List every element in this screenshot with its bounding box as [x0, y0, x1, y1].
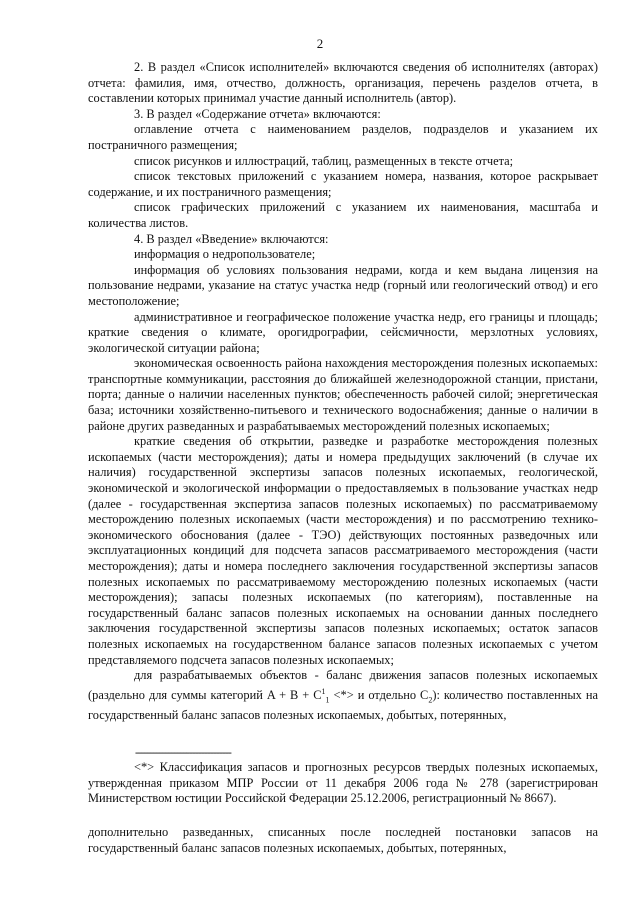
paragraph: список графических приложений с указанием их наименования, масштаба и количества листов.: [88, 200, 598, 230]
formula-superscript: 1: [321, 686, 326, 696]
paragraph: краткие сведения об открытии, разведке и разработке месторождения полезных ископаемых (части месторождения); даты и номера предыдущих заключений (в случае их наличия) государственной экспертизы запасов полезных ископаемых, геологической, экономической и экологической информации о предоставляемых в пользование участках недр (далее - государственная экспертиза запасов полезных ископаемых) по рассматриваемому месторождению полезных ископаемых (части месторождения) и по рассмотрению технико-экономического обоснования (далее - ТЭО) действующих постоянных разведочных или эксплуатационных кондиций для подсчета запасов рассматриваемого месторождения (части месторождения); даты и номера последнего заключения государственной экспертизы запасов полезных ископаемых по рассматриваемому месторождению полезных ископаемых (части месторождения); запасы полезных ископаемых (по категориям), поставленные на государственный баланс запасов полезных ископаемых на основании данных последнего заключения государственной экспертизы запасов полезных ископаемых; остаток запасов полезных ископаемых на государственном балансе запасов полезных ископаемых с учетом представляемого подсчета запасов полезных ископаемых;: [88, 434, 598, 667]
page-number: 2: [316, 36, 324, 51]
paragraph: 2. В раздел «Список исполнителей» включаются сведения об исполнителях (авторах) отчета: фамилия, имя, отчество, должность, организация, перечень разделов отчета, в составлении которых принимал участие данный исполнитель (автор).: [88, 60, 598, 106]
footnote: [88, 760, 598, 807]
subscript: 2: [428, 695, 433, 705]
paragraph: список рисунков и иллюстраций, таблиц, размещенных в тексте отчета;: [134, 153, 514, 168]
paragraph-balance: [88, 668, 598, 723]
formula: [266, 686, 330, 705]
paragraph: 4. В раздел «Введение» включаются:: [134, 231, 329, 246]
paragraph-text: ): количество поставленных на государственный баланс запасов полезных ископаемых, добытых, потерянных,: [88, 687, 598, 722]
paragraph: информация о недропользователе;: [134, 247, 316, 262]
continuation-text: дополнительно разведанных, списанных после последней постановки запасов на государственный баланс запасов полезных ископаемых, добытых, потерянных,: [88, 825, 598, 855]
formula-text: A + B + C: [266, 687, 322, 702]
paragraph: информация об условиях пользования недрами, когда и кем выдана лицензия на пользование недрами, указание на статус участка недр (горный или геологический отвод) и его местоположение;: [88, 262, 598, 308]
page-continuation: [88, 825, 598, 856]
paragraph-text: <*> и отдельно C: [333, 687, 429, 702]
formula-subscript: 1: [325, 695, 330, 705]
paragraph: оглавление отчета с наименованием разделов, подразделов и указанием их постраничного размещения;: [88, 122, 598, 152]
paragraph: 3. В раздел «Содержание отчета» включаются:: [134, 106, 381, 121]
paragraph: административное и географическое положение участка недр, его границы и площадь; краткие сведения о климате, орогидрографии, сейсмичности, мерзлотных условиях, экологической ситуации района;: [88, 309, 598, 355]
paragraph: экономическая освоенность района нахождения месторождения полезных ископаемых: транспортные коммуникации, расстояния до ближайшей железнодорожной станции, пристани, порта; данные о наличии населенных пунктов; обеспеченность рабочей силой; энергетическая база; источники хозяйственно-питьевого и технического водоснабжения; данные о наличии в районе других разведанных и разрабатываемых месторождений полезных ископаемых;: [88, 356, 598, 433]
paragraph-text: для разрабатываемых объектов - баланс движения запасов полезных ископаемых (раздельно для суммы категорий: [88, 668, 598, 702]
document-body: [88, 60, 598, 724]
footnote-text: <*> Классификация запасов и прогнозных ресурсов твердых полезных ископаемых, утвержденная приказом МПР России от 11 декабря 2006 года № 278 (зарегистрирован Министерством юстиции Российской Федерации 25.12.2006, регистрационный № 8667).: [88, 760, 598, 806]
paragraph: список текстовых приложений с указанием номера, названия, которое раскрывает содержание, и их постраничного размещения;: [88, 169, 598, 199]
footnote-separator: --------------------------------: [135, 745, 231, 759]
